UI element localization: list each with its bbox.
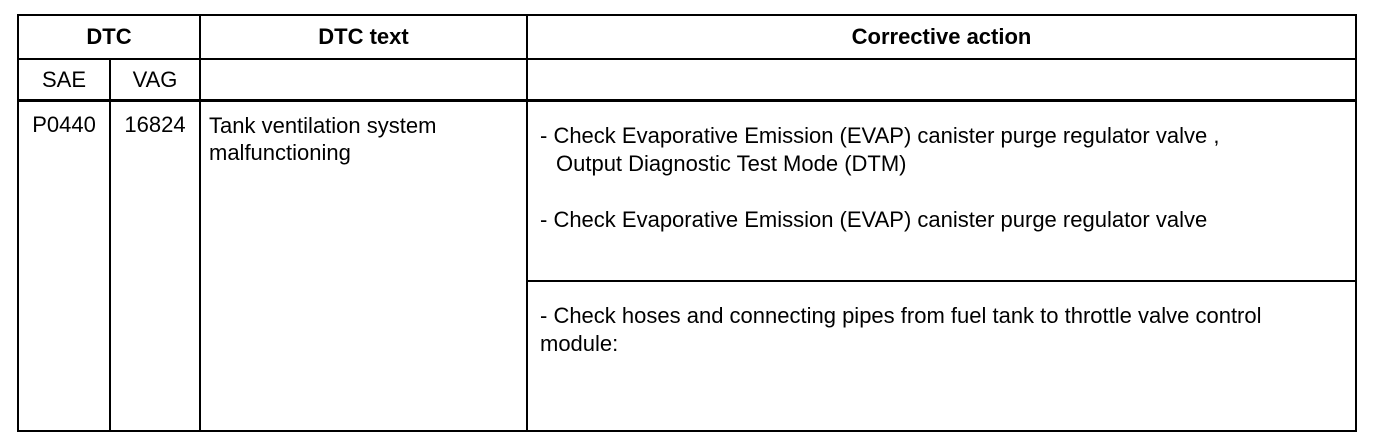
dtc-table bbox=[17, 14, 1357, 432]
action-spacer bbox=[540, 178, 1343, 206]
sae-code: P0440 bbox=[18, 101, 110, 432]
subheader-sae: SAE bbox=[18, 59, 110, 101]
header-dtc: DTC bbox=[18, 15, 200, 59]
action-line-1: - Check Evaporative Emission (EVAP) canister purge regulator valve , bbox=[540, 123, 1220, 148]
header-corrective-action: Corrective action bbox=[527, 15, 1356, 59]
header-row bbox=[18, 15, 1356, 59]
vag-code: 16824 bbox=[110, 101, 200, 432]
corrective-action-block-1 bbox=[527, 101, 1356, 282]
dtc-description: Tank ventilation system malfunctioning bbox=[200, 101, 527, 432]
action-line-2: Output Diagnostic Test Mode (DTM) bbox=[556, 151, 907, 176]
corrective-action-block-2: - Check hoses and connecting pipes from fuel tank to throttle valve control module: bbox=[527, 281, 1356, 431]
table-row bbox=[18, 101, 1356, 282]
subheader-empty-text bbox=[200, 59, 527, 101]
header-dtc-text: DTC text bbox=[200, 15, 527, 59]
subheader-vag: VAG bbox=[110, 59, 200, 101]
subheader-row bbox=[18, 59, 1356, 101]
action-line-3: - Check Evaporative Emission (EVAP) canister purge regulator valve bbox=[540, 207, 1208, 232]
subheader-empty-action bbox=[527, 59, 1356, 101]
